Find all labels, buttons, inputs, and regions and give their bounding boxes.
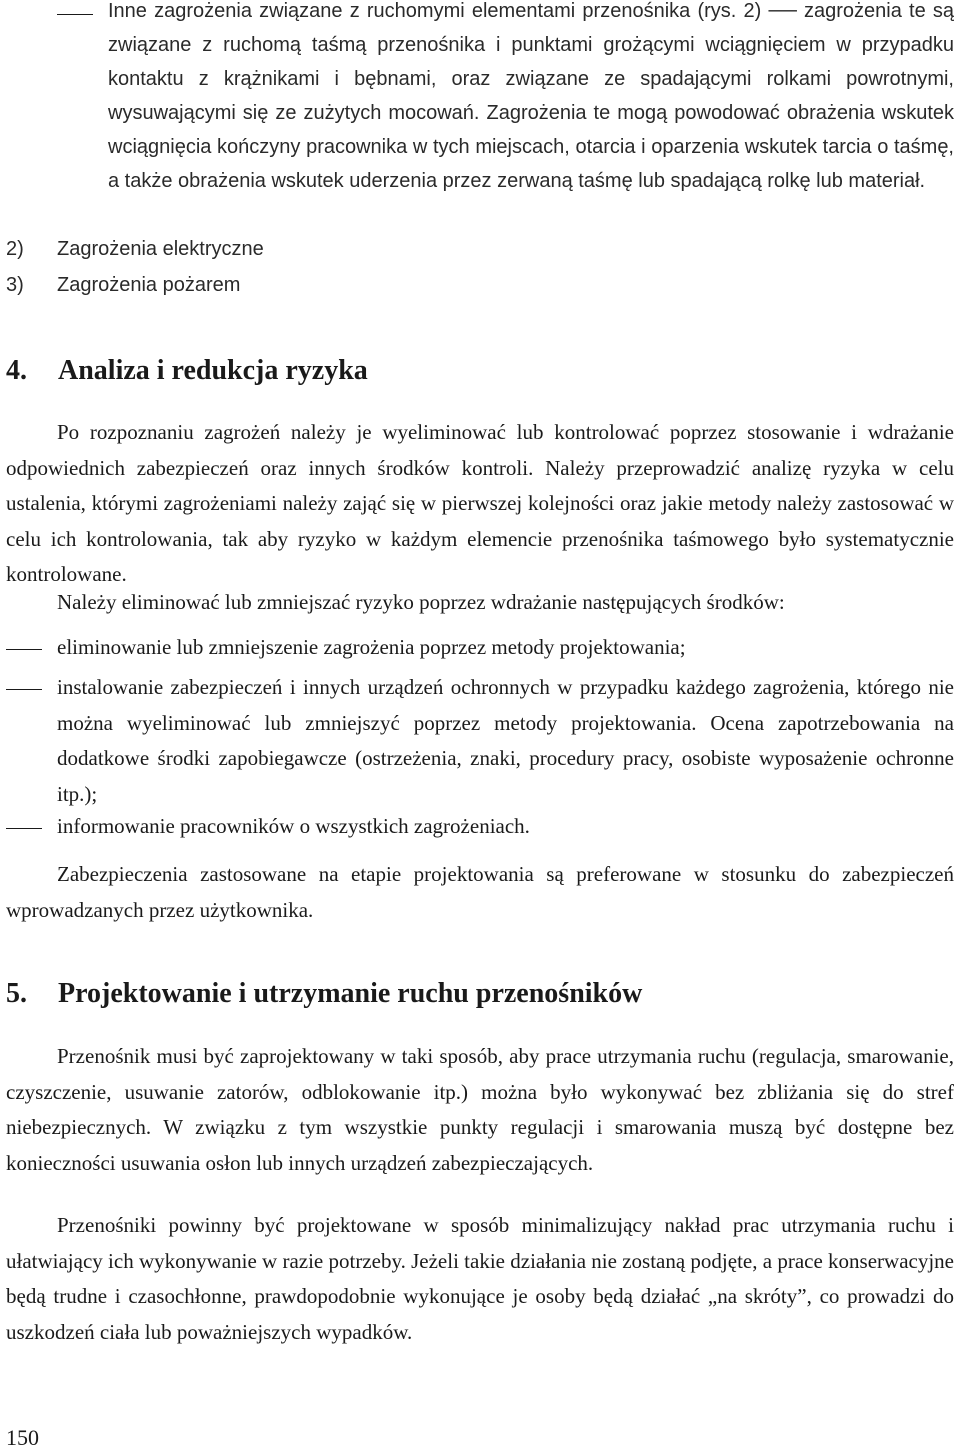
paragraph: Należy eliminować lub zmniejszać ryzyko poprzez wdrażanie następujących środków: <box>57 590 785 614</box>
measure-list-item <box>0 630 960 666</box>
list-number: 2) <box>6 238 24 260</box>
list-dash <box>6 689 42 690</box>
list-item-text: Zagrożenia elektryczne <box>57 238 264 260</box>
section-title: Projektowanie i utrzymanie ruchu przenośników <box>58 978 643 1009</box>
section-heading <box>6 976 642 1012</box>
list-item-text: Zagrożenia pożarem <box>57 274 241 296</box>
list-dash <box>6 828 42 829</box>
section-title: Analiza i redukcja ryzyka <box>58 355 368 386</box>
measure-list-item-text: instalowanie zabezpieczeń i innych urządzeń ochronnych w przypadku każdego zagrożenia, którego nie można wyeliminować lub zmniejszyć poprzez metody projektowania. Ocena zapotrzebowania na dodatkowe środki zapobiegawcze (ostrzeżenia, znaki, procedury pracy, osobiste wyposażenie ochronne itp.); <box>57 675 954 806</box>
hazard-numbered-item <box>0 268 600 304</box>
measure-list-item <box>0 670 960 815</box>
hazard-list-item <box>0 0 960 230</box>
measure-list-item <box>0 809 960 845</box>
list-dash <box>6 649 42 650</box>
measure-list-item-text: eliminowanie lub zmniejszenie zagrożenia poprzez metody projektowania; <box>57 635 686 659</box>
section-heading <box>6 353 368 389</box>
paragraph: Zabezpieczenia zastosowane na etapie projektowania są preferowane w stosunku do zabezpieczeń wprowadzanych przez użytkownika. <box>6 862 954 922</box>
list-dash <box>57 14 93 15</box>
paragraph: Przenośniki powinny być projektowane w sposób minimalizujący nakład prac utrzymania ruchu i ułatwiający ich wykonywanie w razie potrzeby. Jeżeli takie działania nie zostaną podjęte, a prace konserwacyjne będą trudne i czasochłonne, prawdopodobnie wykonujące je osoby będą działać „na skróty”, co prowadzi do uszkodzeń ciała lub poważniejszych wypadków. <box>6 1213 954 1344</box>
hazard-numbered-item <box>0 232 600 268</box>
paragraph: Przenośnik musi być zaprojektowany w taki sposób, aby prace utrzymania ruchu (regulacja, smarowanie, czyszczenie, usuwanie zatorów, odblokowanie itp.) można było wykonywać bez zbliżania się do stref niebezpiecznych. W związku z tym wszystkie punkty regulacji i smarowania muszą być dostępne bez konieczności usuwania osłon lub innych urządzeń zabezpieczających. <box>6 1044 954 1175</box>
section-number: 5. <box>6 978 27 1009</box>
page-number: 150 <box>6 1425 39 1450</box>
measure-list-item-text: informowanie pracowników o wszystkich zagrożeniach. <box>57 814 530 838</box>
list-number: 3) <box>6 274 24 296</box>
paragraph: Po rozpoznaniu zagrożeń należy je wyeliminować lub kontrolować poprzez stosowanie i wdrażanie odpowiednich zabezpieczeń oraz innych środków kontroli. Należy przeprowadzić analizę ryzyka w celu ustalenia, którymi zagrożeniami należy zająć się w pierwszej kolejności oraz jakie metody należy zastosować w celu ich kontrolowania, tak aby ryzyko w każdym elemencie przenośnika taśmowego było systematycznie kontrolowane. <box>6 420 954 587</box>
section-number: 4. <box>6 355 27 386</box>
hazard-list-item-text: Inne zagrożenia związane z ruchomymi elementami przenośnika (rys. 2) ── zagrożenia te są związane z ruchomą taśmą przenośnika i punktami grożącymi wciągnięciem w przypadku kontaktu z krążnikami i bębnami, oraz związane ze spadającymi rolkami powrotnymi, wysuwającymi się ze zużytych mocowań. Zagrożenia te mogą powodować obrażenia wskutek wciągnięcia kończyny pracownika w tych miejscach, otarcia i oparzenia wskutek tarcia o taśmę, a także obrażenia wskutek uderzenia przez zerwaną taśmę lub spadającą rolkę lub materiał. <box>108 0 954 192</box>
